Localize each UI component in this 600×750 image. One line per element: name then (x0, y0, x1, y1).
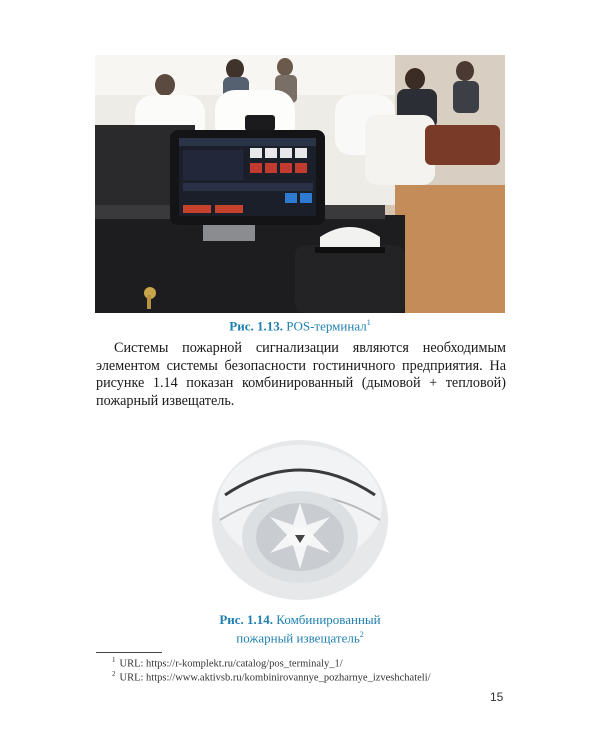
fire-detector-photo (205, 425, 395, 605)
figure-title: POS-терминал (286, 318, 367, 334)
footnote-1 (112, 656, 343, 670)
figure-label: Рис. 1.14. (219, 612, 274, 627)
figure-caption-line-1 (0, 612, 600, 627)
pos-terminal-illustration (95, 55, 505, 313)
footnote-separator (96, 652, 162, 653)
figure-1-14-caption (0, 612, 600, 645)
footnote-text: URL: https://www.aktivsb.ru/kombinirovannye_pozharnye_izveshchateli/ (119, 672, 431, 684)
page-number: 15 (490, 690, 504, 704)
pos-terminal-photo (95, 55, 505, 313)
footnote-2 (112, 670, 431, 684)
body-paragraph: Системы пожарной сигнализации являются необходимым элементом системы безопасности гостиничного предприятия. На рисунке 1.14 показан комбинированный (дымовой + тепловой) пожарный извещатель. (96, 340, 506, 409)
footnote-number: 1 (112, 656, 116, 664)
figure-title-part-2: пожарный извещатель (236, 630, 360, 646)
footnote-ref: 2 (359, 630, 364, 639)
figure-1-13-caption (0, 318, 600, 334)
fire-detector-illustration (205, 425, 395, 605)
figure-title-part-1: Комбинированный (276, 612, 381, 627)
footnote-text: URL: https://r-komplekt.ru/catalog/pos_terminaly_1/ (119, 658, 343, 670)
figure-label: Рис. 1.13. (229, 318, 283, 334)
figure-caption-line-2 (0, 627, 600, 645)
footnote-ref: 1 (366, 318, 371, 327)
footnote-number: 2 (112, 670, 116, 678)
